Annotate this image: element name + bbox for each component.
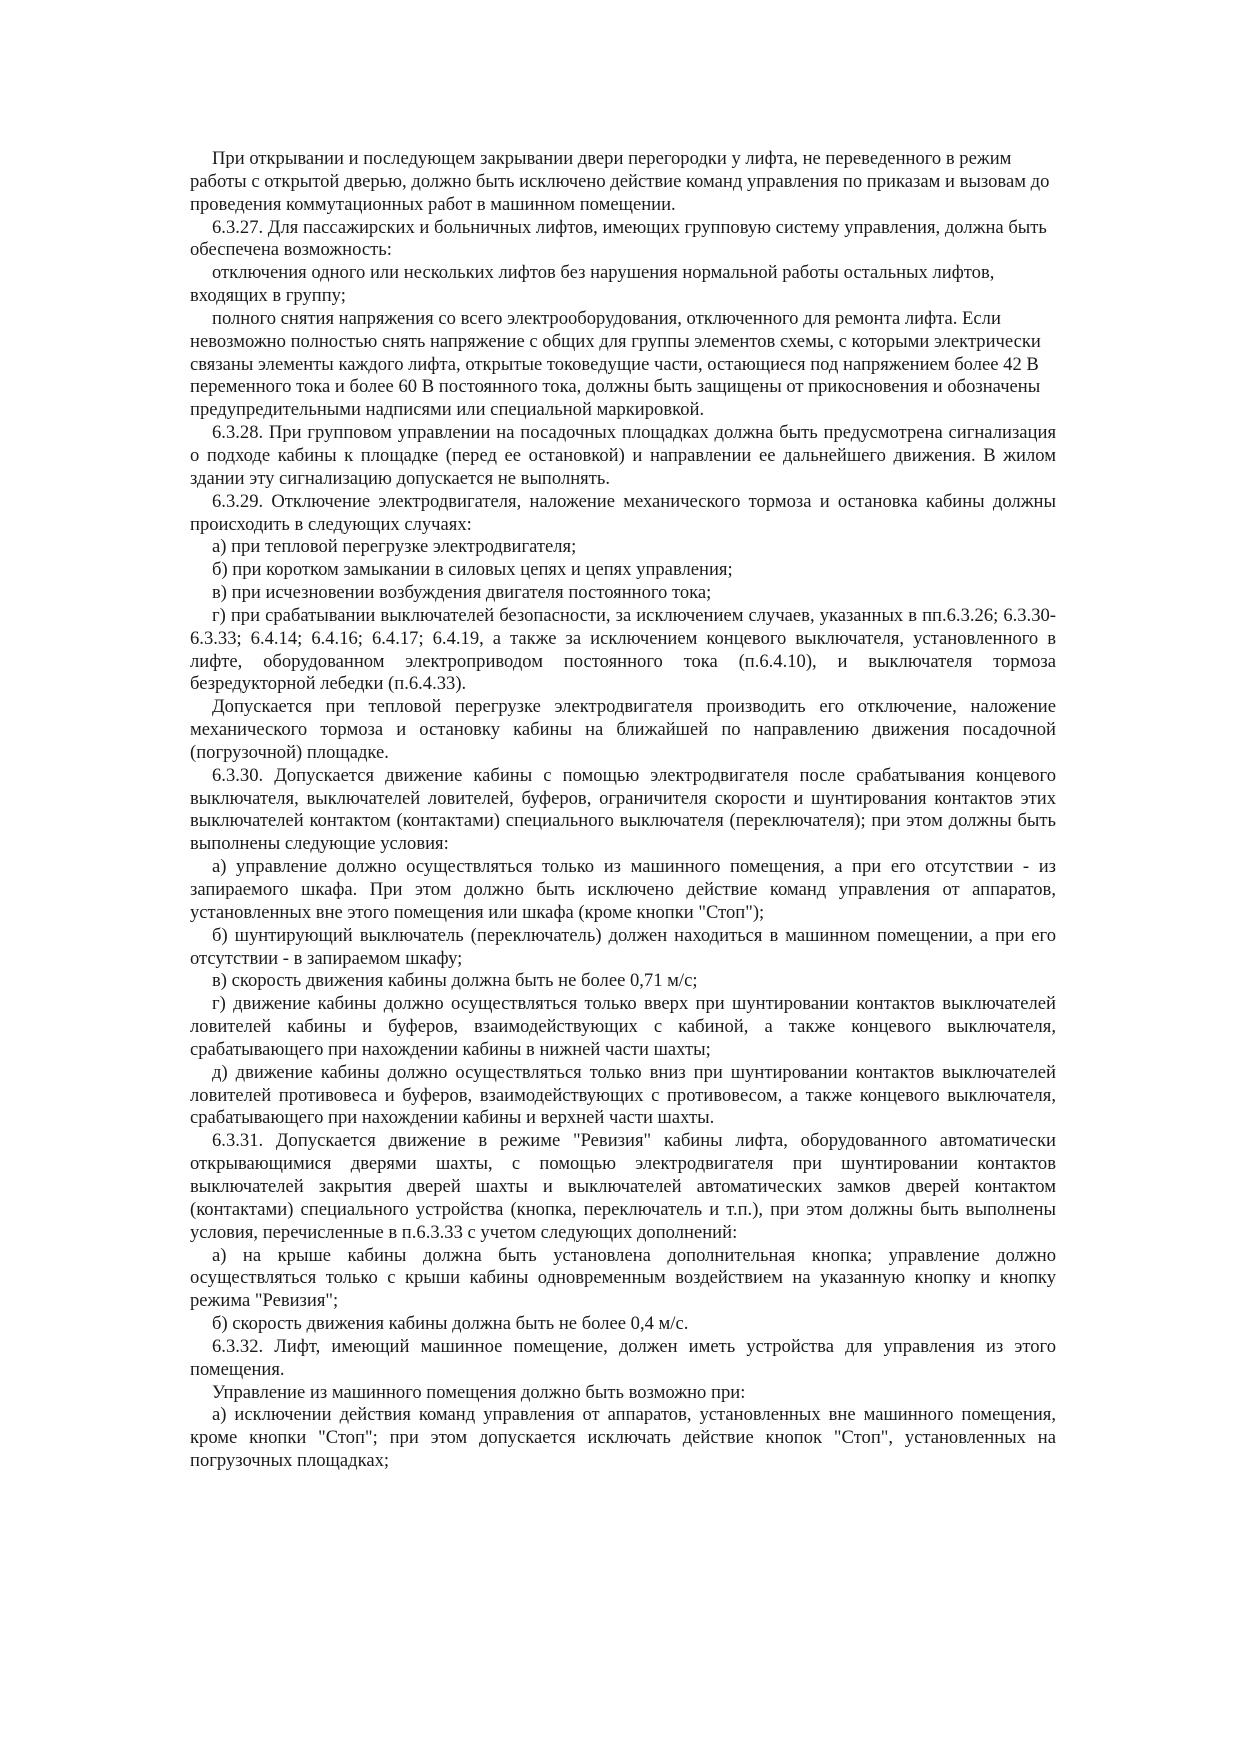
paragraph: а) на крыше кабины должна быть установлена дополнительная кнопка; управление должно осуществляться только с крыши кабины одновременным воздействием на указанную кнопку и кнопку режима "Ревизия"; — [190, 1244, 1056, 1312]
paragraph: д) движение кабины должно осуществляться только вниз при шунтировании контактов выключателей ловителей противовеса и буферов, взаимодействующих с противовесом, а также концевого выключателя, срабатывающего при нахождении кабины и верхней части шахты. — [190, 1061, 1056, 1129]
paragraph: г) при срабатывании выключателей безопасности, за исключением случаев, указанных в пп.6.3.26; 6.3.30-6.3.33; 6.4.14; 6.4.16; 6.4.17; 6.4.19, а также за исключением концевого выключателя, установленного в лифте, оборудованном электроприводом постоянного тока (п.6.4.10), и выключателя тормоза безредукторной лебедки (п.6.4.33). — [190, 604, 1056, 695]
paragraph: Допускается при тепловой перегрузке электродвигателя производить его отключение, наложение механического тормоза и остановку кабины на ближайшей по направлению движения посадочной (погрузочной) площадке. — [190, 696, 1056, 763]
paragraph: 6.3.30. Допускается движение кабины с помощью электродвигателя после срабатывания концевого выключателя, выключателей ловителей, буферов, ограничителя скорости и шунтирования контактов этих выключателей контактом (контактами) специального выключателя (переключателя); при этом должны быть выполнены следующие условия: — [190, 764, 1056, 855]
paragraph: б) скорость движения кабины должна быть не более 0,4 м/с. — [212, 1313, 689, 1335]
paragraph: отключения одного или нескольких лифтов без нарушения нормальной работы остальных лифтов, входящих в группу; — [190, 262, 995, 307]
paragraph: 6.3.27. Для пассажирских и больничных лифтов, имеющих групповую систему управления, должна быть обеспечена возможность: — [190, 216, 1047, 261]
paragraph: б) при коротком замыкании в силовых цепях и цепях управления; — [212, 559, 733, 581]
paragraph: 6.3.29. Отключение электродвигателя, наложение механического тормоза и остановка кабины должны происходить в следующих случаях: — [190, 490, 1056, 535]
paragraph: в) скорость движения кабины должна быть не более 0,71 м/с; — [212, 970, 698, 992]
paragraph: а) управление должно осуществляться только из машинного помещения, а при его отсутствии - из запираемого шкафа. При этом должно быть исключено действие команд управления от аппаратов, установленных вне этого помещения или шкафа (кроме кнопки "Стоп"); — [190, 856, 1056, 923]
paragraph: 6.3.28. При групповом управлении на посадочных площадках должна быть предусмотрена сигнализация о подходе кабины к площадке (перед ее остановкой) и направлении ее дальнейшего движения. В жилом здании эту сигнализацию допускается не выполнять. — [190, 422, 1056, 489]
paragraph: 6.3.32. Лифт, имеющий машинное помещение, должен иметь устройства для управления из этого помещения. — [190, 1335, 1056, 1380]
paragraph: Управление из машинного помещения должно быть возможно при: — [212, 1381, 746, 1403]
paragraph: полного снятия напряжения со всего электрооборудования, отключенного для ремонта лифта. Если невозможно полностью снять напряжение с общих для группы элементов схемы, с которыми электрически связаны элементы каждого лифта, открытые токоведущие части, остающиеся под напряжением более 42 В переменного тока и более 60 В постоянного тока, должны быть защищены от прикосновения и обозначены предупредительными надписями или специальной маркировкой. — [190, 307, 1041, 421]
paragraph: а) исключении действия команд управления от аппаратов, установленных вне машинного помещения, кроме кнопки "Стоп"; при этом допускается исключать действие кнопок "Стоп", установленных на погрузочных площадках; — [190, 1404, 1056, 1472]
document-page — [190, 148, 1056, 1473]
paragraph: 6.3.31. Допускается движение в режиме "Ревизия" кабины лифта, оборудованного автоматически открывающимися дверями шахты, с помощью электродвигателя при шунтировании контактов выключателей закрытия дверей шахты и выключателей автоматических замков дверей контактом (контактами) специального устройства (кнопка, переключатель и т.п.), при этом должны быть выполнены условия, перечисленные в п.6.3.33 с учетом следующих дополнений: — [190, 1130, 1056, 1243]
paragraph: а) при тепловой перегрузке электродвигателя; — [212, 536, 577, 558]
paragraph: б) шунтирующий выключатель (переключатель) должен находиться в машинном помещении, а при его отсутствии - в запираемом шкафу; — [190, 924, 1056, 969]
paragraph: г) движение кабины должно осуществляться только вверх при шунтировании контактов выключателей ловителей кабины и буферов, взаимодействующих с кабиной, а также концевого выключателя, срабатывающего при нахождении кабины в нижней части шахты; — [190, 993, 1056, 1060]
paragraph: в) при исчезновении возбуждения двигателя постоянного тока; — [212, 582, 712, 604]
paragraph: При открывании и последующем закрывании двери перегородки у лифта, не переведенного в режим работы с открытой дверью, должно быть исключено действие команд управления по приказам и вызовам до проведения коммутационных работ в машинном помещении. — [190, 148, 1050, 215]
